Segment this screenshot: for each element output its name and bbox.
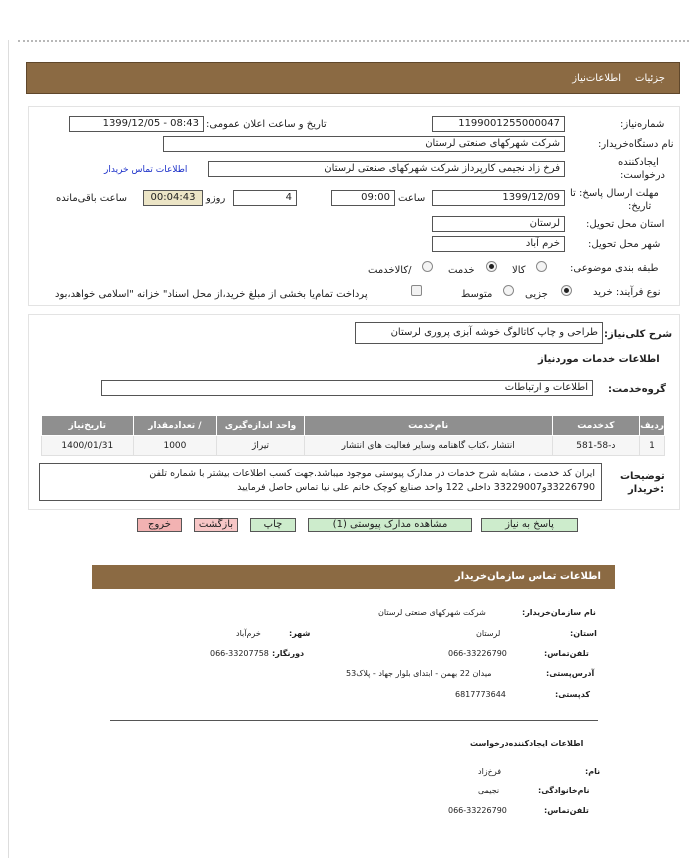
creator-phone-value: 066-33226790 (448, 806, 507, 815)
col-quantity: / تعدادمقدار (133, 416, 217, 436)
buyer-org-label: نام دستگاه‌خریدار: (598, 139, 674, 150)
buyer-contact-link[interactable]: اطلاعات تماس خریدار (104, 165, 188, 175)
need-number-label: شماره‌نیاز: (620, 119, 665, 130)
buyer-org-field: شرکت شهرکهای صنعتی لرستان (163, 136, 565, 152)
treasury-payment-label: پرداخت تمام‌یا بخشی از مبلغ خرید،از محل اسناد" خزانه "اسلامی خواهد،بود (55, 289, 368, 300)
announce-date-label: تاریخ و ساعت اعلان عمومی: (206, 119, 327, 130)
buyer-notes-line2: 33226790و33229007 داخلی 122 واحد صنایع کوچک خانم علی نیا تماس حاصل فرمایید (237, 482, 595, 493)
delivery-city-label: شهر محل تحویل: (588, 239, 661, 250)
top-dotted-divider (18, 40, 689, 42)
exit-button[interactable]: خروج (137, 518, 182, 532)
buyer-notes-label-line1: توضیحات (620, 471, 665, 482)
category-goods-radio[interactable] (536, 261, 547, 272)
cell-need-date: 1400/01/31 (42, 436, 134, 456)
creator-label-line1: ایجادکننده (618, 157, 659, 168)
category-service-label: خدمت (448, 265, 475, 276)
deadline-date-field: 1399/12/09 (432, 190, 565, 206)
general-description-field: طراحی و چاپ کاتالوگ خوشه آبزی پروری لرستان (355, 322, 603, 344)
deadline-label-line2: تاریخ: (628, 201, 652, 212)
contact-org-label: نام سازمان‌خریدار: (522, 608, 596, 617)
table-header-row (42, 416, 665, 436)
days-remaining-field: 4 (233, 190, 297, 206)
contact-fax-label: دورنگار: (272, 649, 305, 658)
contact-address-value: میدان 22 بهمن - ابتدای بلوار جهاد - پلاک53 (346, 669, 492, 678)
back-button[interactable]: بازگشت (194, 518, 238, 532)
cell-unit: تیراژ (217, 436, 305, 456)
view-attachments-button[interactable]: مشاهده مدارک پیوستی (1) (308, 518, 472, 532)
service-group-label: گروه‌خدمت: (608, 384, 666, 395)
general-description-label: شرح کلی‌نیاز: (604, 329, 673, 340)
contact-province-value: لرستان (476, 629, 501, 638)
creator-family-value: نجیمی (478, 786, 500, 795)
creator-info-title: اطلاعات ایجادکننده‌درخواست (470, 739, 584, 748)
table-row (42, 436, 665, 456)
nav-need-info[interactable]: اطلاعات‌نیاز (572, 72, 622, 84)
process-partial-radio[interactable] (561, 285, 572, 296)
creator-label-line2: درخواست: (620, 170, 665, 181)
buyer-notes-label-line2: :خریدار (628, 484, 665, 495)
contact-fax-value: 066-33207758 (210, 649, 269, 658)
treasury-payment-checkbox[interactable] (411, 285, 422, 296)
creator-family-label: نام‌خانوادگی: (538, 786, 590, 795)
contact-province-label: استان: (570, 629, 597, 638)
days-label: روزو (206, 193, 226, 204)
print-button[interactable]: چاپ (250, 518, 296, 532)
buyer-notes-line1: ایران کد خدمت ، مشابه شرح خدمات در مدارک پیوستی موجود میباشد.جهت کسب اطلاعات بیشتر با شماره تلفن (149, 468, 595, 479)
contact-postal-value: 6817773644 (455, 690, 506, 699)
category-goods-label: کالا (512, 265, 526, 276)
remaining-time-label: ساعت باقی‌مانده (56, 193, 128, 204)
cell-quantity: 1000 (133, 436, 217, 456)
col-row: ردیف (640, 416, 665, 436)
col-service-name: نام‌خدمت (304, 416, 552, 436)
services-table (41, 415, 665, 456)
service-group-field: اطلاعات و ارتباطات (101, 380, 593, 396)
delivery-province-label: استان محل تحویل: (586, 219, 665, 230)
announce-date-field: 1399/12/05 - 08:43 (69, 116, 204, 132)
remaining-time-field: 00:04:43 (143, 190, 203, 206)
contact-phone-label: تلفن‌تماس: (544, 649, 589, 658)
category-goods-service-radio[interactable] (422, 261, 433, 272)
need-number-field: 1199001255000047 (432, 116, 565, 132)
col-need-date: تاریخ‌نیاز (42, 416, 134, 436)
deadline-label-line1: مهلت ارسال پاسخ: تا (570, 188, 659, 199)
creator-field: فرخ زاد نجیمی کارپرداز شرکت شهرکهای صنعتی لرستان (208, 161, 565, 177)
cell-service-name: انتشار ،کتاب گاهنامه وسایر فعالیت های انتشار (304, 436, 552, 456)
creator-phone-label: تلفن‌تماس: (544, 806, 589, 815)
creator-name-label: نام: (585, 767, 601, 776)
deadline-hour-label: ساعت (398, 193, 426, 204)
buyer-contact-title-bar: اطلاعات تماس سازمان‌خریدار (92, 565, 615, 589)
contact-address-label: آدرس‌پستی: (546, 669, 595, 678)
contact-phone-value: 066-33226790 (448, 649, 507, 658)
creator-name-value: فرخ‌زاد (478, 767, 502, 776)
process-medium-radio[interactable] (503, 285, 514, 296)
cell-row: 1 (640, 436, 665, 456)
process-partial-label: جزیی (525, 289, 548, 300)
reply-button[interactable]: پاسخ به نیاز (481, 518, 578, 532)
details-header-bar (26, 62, 680, 94)
cell-service-code: د-58-581 (552, 436, 639, 456)
col-unit: واحد اندازه‌گیری (217, 416, 305, 436)
delivery-city-field: خرم آباد (432, 236, 565, 252)
contact-divider (110, 720, 598, 721)
nav-details[interactable]: جزئیات (635, 72, 665, 84)
left-border-line (8, 40, 9, 858)
contact-city-label: شهر: (289, 629, 311, 638)
contact-postal-label: کدپستی: (555, 690, 590, 699)
process-medium-label: متوسط (461, 289, 493, 300)
deadline-hour-field: 09:00 (331, 190, 395, 206)
process-type-label: نوع فرآیند: خرید (593, 287, 661, 298)
services-info-title: اطلاعات خدمات موردنیاز (538, 354, 660, 365)
category-label: طبقه بندی موضوعی: (570, 263, 659, 274)
col-service-code: کدخدمت (552, 416, 639, 436)
category-service-radio[interactable] (486, 261, 497, 272)
contact-city-value: خرم‌آباد (236, 629, 261, 638)
delivery-province-field: لرستان (432, 216, 565, 232)
contact-org-value: شرکت شهرکهای صنعتی لرستان (378, 608, 486, 617)
buyer-notes-box (39, 463, 602, 501)
category-goods-service-label: /کالاخدمت (368, 265, 412, 276)
